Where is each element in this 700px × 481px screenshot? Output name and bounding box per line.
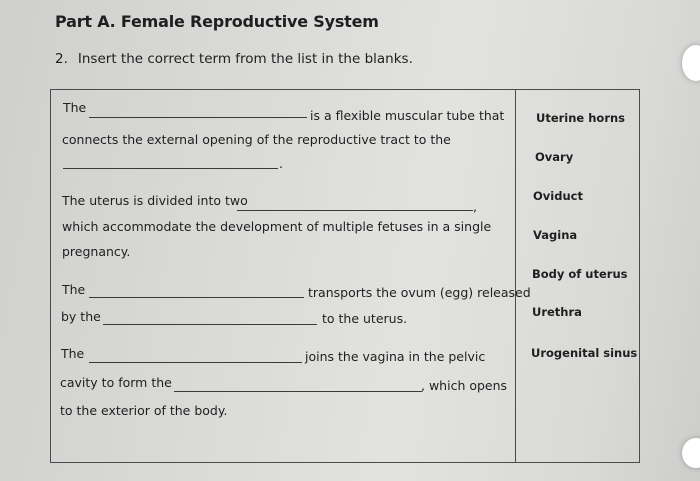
blank-s4-1[interactable] — [89, 362, 302, 363]
s3-text-4: to the uterus. — [322, 311, 408, 326]
s4-text-4: , which opens — [421, 378, 508, 393]
term-uterine-horns: Uterine horns — [536, 111, 626, 125]
term-ovary: Ovary — [535, 150, 574, 164]
s4-text-3: cavity to form the — [60, 375, 172, 390]
term-urogenital-sinus: Urogenital sinus — [531, 346, 638, 360]
s3-text-3: by the — [61, 309, 101, 324]
s1-text-4: . — [279, 156, 283, 171]
s4-text-1: The — [61, 346, 85, 361]
s3-text-2: transports the ovum (egg) released — [308, 285, 531, 300]
s2-text-3: which accommodate the development of multiple fetuses in a single — [62, 219, 492, 234]
blank-s3-2[interactable] — [103, 324, 317, 325]
edge-artifact-bottom — [682, 438, 700, 468]
blank-s4-2[interactable] — [174, 391, 422, 392]
term-body-of-uterus: Body of uterus — [532, 267, 628, 281]
s4-text-2: joins the vagina in the pelvic — [305, 349, 486, 364]
s1-text-2: is a flexible muscular tube that — [310, 108, 505, 123]
blank-s3-1[interactable] — [89, 297, 304, 298]
question-number: 2. — [55, 51, 68, 67]
blank-s1-2[interactable] — [63, 168, 278, 169]
s2-text-4: pregnancy. — [62, 244, 131, 259]
s4-text-5: to the exterior of the body. — [60, 403, 228, 418]
question-instruction — [55, 51, 413, 67]
blank-s1-1[interactable] — [89, 117, 307, 118]
term-oviduct: Oviduct — [533, 189, 583, 203]
s2-text-2: , — [473, 199, 477, 214]
section-title: Part A. Female Reproductive System — [55, 12, 379, 31]
s2-text-1: The uterus is divided into two — [62, 193, 248, 208]
s1-text-1: The — [63, 100, 87, 115]
term-vagina: Vagina — [533, 228, 578, 242]
term-urethra: Urethra — [532, 305, 582, 319]
edge-artifact-top — [682, 45, 700, 81]
blank-s2-1[interactable] — [237, 210, 473, 211]
column-divider — [515, 89, 516, 463]
s3-text-1: The — [62, 282, 86, 297]
s1-text-3: connects the external opening of the reproductive tract to the — [62, 132, 451, 147]
question-text: Insert the correct term from the list in the blanks. — [77, 51, 413, 67]
